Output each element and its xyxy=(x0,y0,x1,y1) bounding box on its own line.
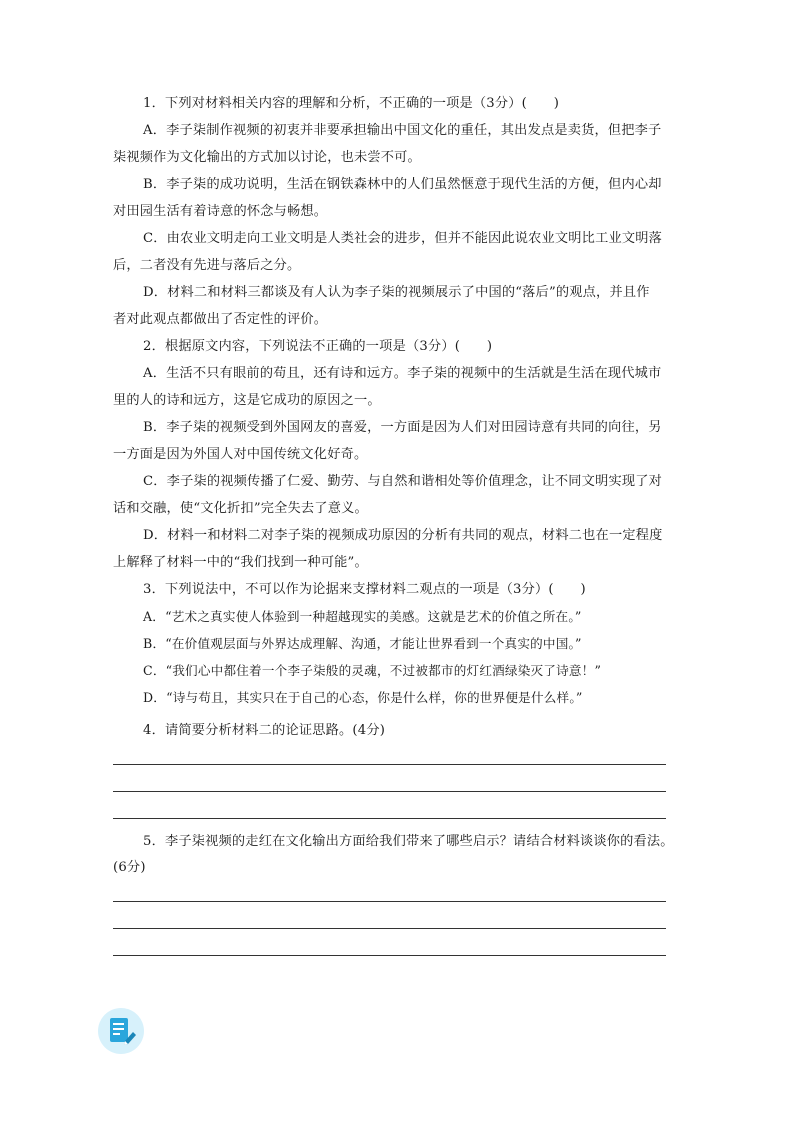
q1-stem: 1．下列对材料相关内容的理解和分析，不正确的一项是（3分）( ) xyxy=(143,96,560,111)
q5-answer-line-3[interactable] xyxy=(113,955,666,956)
q3-option-c: C．“我们心中都住着一个李子柒般的灵魂，不过被都市的灯红酒绿染灭了诗意！” xyxy=(143,663,602,678)
q2-option-a-line2: 里的人的诗和远方，这是它成功的原因之一。 xyxy=(113,393,381,408)
q2-option-b-line2: 一方面是因为外国人对中国传统文化好奇。 xyxy=(113,447,368,462)
q1-option-d-line2: 者对此观点都做出了否定性的评价。 xyxy=(113,312,328,327)
q1-option-c-line2: 后，二者没有先进与落后之分。 xyxy=(113,258,301,273)
q5-answer-line-1[interactable] xyxy=(113,901,666,902)
q1-option-c-line1: C．由农业文明走向工业文明是人类社会的进步，但并不能因此说农业文明比工业文明落 xyxy=(143,231,663,246)
q4-answer-line-2[interactable] xyxy=(113,791,666,792)
q4-answer-line-3[interactable] xyxy=(113,818,666,819)
q4-stem: 4．请简要分析材料二的论证思路。(4分) xyxy=(143,723,386,738)
q2-option-d-line2: 上解释了材料一中的“我们找到一种可能”。 xyxy=(113,555,368,570)
q1-option-b-line2: 对田园生活有着诗意的怀念与畅想。 xyxy=(113,204,328,219)
q3-stem: 3．下列说法中，不可以作为论据来支撑材料二观点的一项是（3分）( ) xyxy=(143,582,586,597)
q5-stem-line2: (6分) xyxy=(113,860,146,875)
q1-option-a-line2: 柒视频作为文化输出的方式加以讨论，也未尝不可。 xyxy=(113,150,421,165)
q1-option-b-line1: B．李子柒的成功说明，生活在钢铁森林中的人们虽然惬意于现代生活的方便，但内心却 xyxy=(143,177,662,192)
notepad-pencil-icon xyxy=(98,1008,144,1054)
q5-answer-line-2[interactable] xyxy=(113,928,666,929)
q5-stem-line1: 5．李子柒视频的走红在文化输出方面给我们带来了哪些启示？请结合材料谈谈你的看法。 xyxy=(143,834,674,849)
notepad-pencil-badge xyxy=(98,1008,144,1054)
q1-option-d-line1: D．材料二和材料三都谈及有人认为李子柒的视频展示了中国的“落后”的观点，并且作 xyxy=(143,285,650,300)
q2-option-a-line1: A．生活不只有眼前的苟且，还有诗和远方。李子柒的视频中的生活就是生活在现代城市 xyxy=(143,366,662,381)
q3-option-d: D．“诗与苟且，其实只在于自己的心态，你是什么样，你的世界便是什么样。” xyxy=(143,690,583,705)
q2-option-d-line1: D．材料一和材料二对李子柒的视频成功原因的分析有共同的观点，材料二也在一定程度 xyxy=(143,528,663,543)
q2-option-b-line1: B．李子柒的视频受到外国网友的喜爱，一方面是因为人们对田园诗意有共同的向往，另 xyxy=(143,420,662,435)
q2-option-c-line1: C．李子柒的视频传播了仁爱、勤劳、与自然和谐相处等价值理念，让不同文明实现了对 xyxy=(143,474,663,489)
q1-option-a-line1: A．李子柒制作视频的初衷并非要承担输出中国文化的重任，其出发点是卖货，但把李子 xyxy=(143,123,662,138)
q2-option-c-line2: 话和交融，使“文化折扣”完全失去了意义。 xyxy=(113,501,368,516)
q3-option-b: B．“在价值观层面与外界达成理解、沟通，才能让世界看到一个真实的中国。” xyxy=(143,636,582,651)
q4-answer-line-1[interactable] xyxy=(113,764,666,765)
q2-stem: 2．根据原文内容，下列说法不正确的一项是（3分）( ) xyxy=(143,339,493,354)
q3-option-a: A．“艺术之真实使人体验到一种超越现实的美感。这就是艺术的价值之所在。” xyxy=(143,609,582,624)
